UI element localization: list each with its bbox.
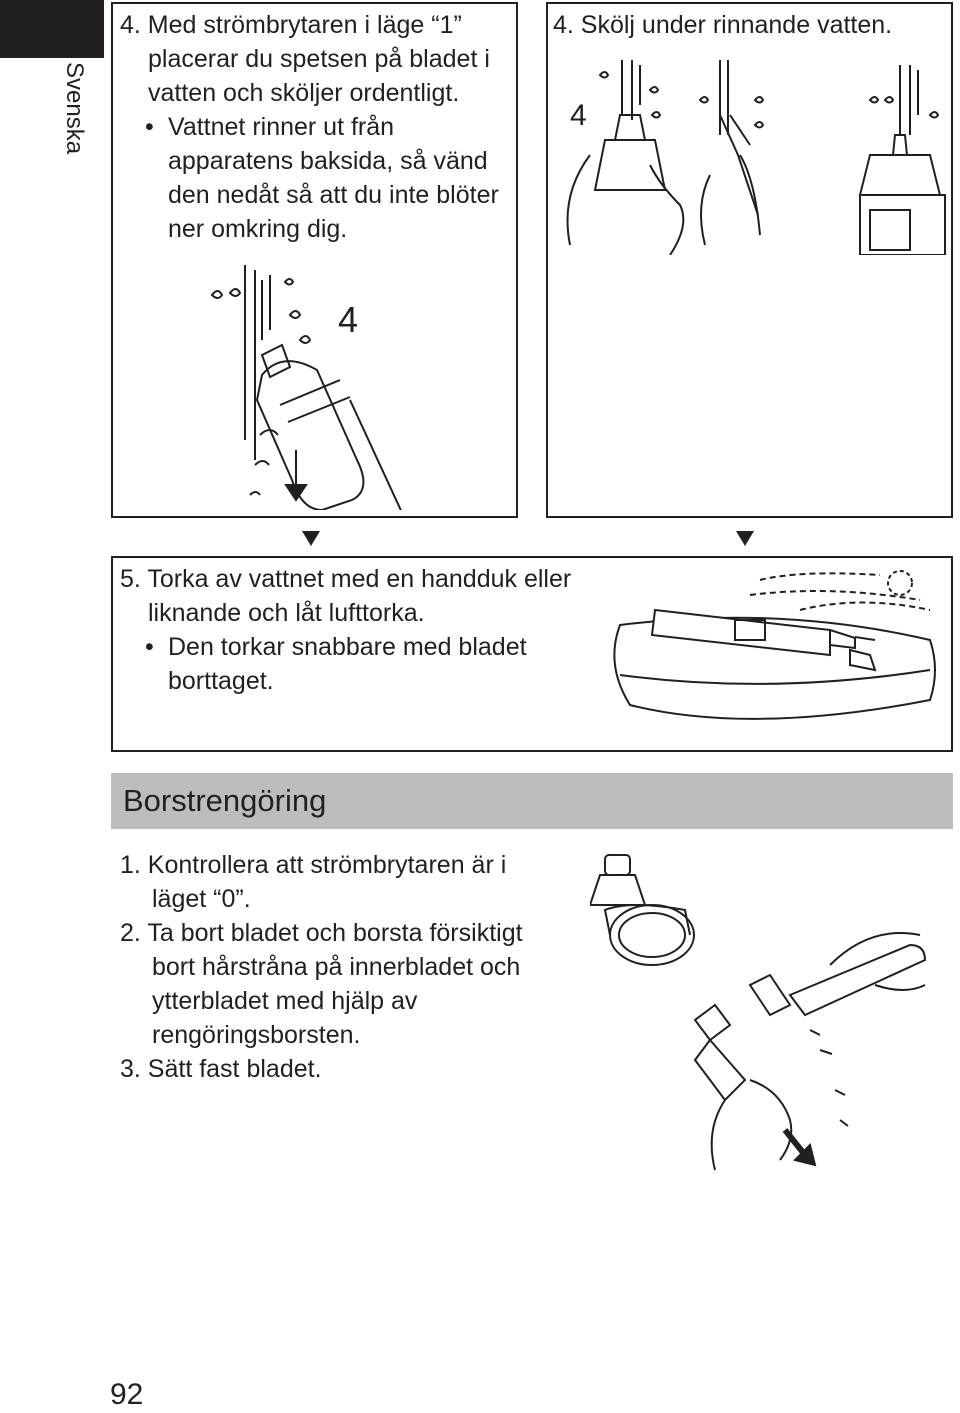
step5-line2: liknande och låt lufttorka.	[148, 599, 425, 627]
section-title: Borstrengöring	[123, 783, 327, 818]
step4-bullet-line2: apparatens baksida, så vänd	[168, 147, 488, 175]
brush-step2-line1: 2. Ta bort bladet och borsta försiktigt	[120, 919, 523, 947]
page-number: 92	[110, 1378, 144, 1411]
towel-drying-illustration	[600, 565, 945, 735]
step4-line1: 4. Med strömbrytaren i läge “1”	[120, 11, 462, 39]
step4-bullet-line3: den nedåt så att du inte blöter	[168, 181, 499, 209]
rinse-under-tap-illustration	[560, 55, 950, 255]
brush-step3: 3. Sätt fast bladet.	[120, 1055, 322, 1083]
figure-number: 4	[570, 99, 587, 132]
step5-bullet-line2: borttaget.	[168, 667, 274, 695]
language-tab-marker	[0, 0, 104, 58]
down-triangle-icon	[302, 531, 320, 547]
brush-step2-line2: bort hårstråna på innerbladet och	[152, 953, 521, 981]
brush-step1-line2: läget “0”.	[152, 885, 251, 913]
down-triangle-icon	[736, 531, 754, 547]
section-header	[111, 773, 953, 829]
step4-bullet-line1: Vattnet rinner ut från	[168, 113, 395, 141]
step4-line3: vatten och sköljer ordentligt.	[148, 79, 460, 107]
brush-step2-line4: rengöringsborsten.	[152, 1021, 361, 1049]
step5-bullet-line1: Den torkar snabbare med bladet	[168, 633, 527, 661]
step5-line1: 5. Torka av vattnet med en handduk eller	[120, 565, 572, 593]
brush-step2-line3: ytterbladet med hjälp av	[152, 987, 418, 1015]
step4-right-title: 4. Skölj under rinnande vatten.	[553, 11, 893, 39]
step4-bullet-line4: ner omkring dig.	[168, 215, 348, 243]
bullet: •	[145, 113, 154, 141]
bullet: •	[145, 633, 154, 661]
language-tab-label: Svenska	[61, 62, 88, 155]
brush-cleaning-illustration	[590, 850, 940, 1180]
figure-number: 4	[338, 299, 359, 340]
brush-step1-line1: 1. Kontrollera att strömbrytaren är i	[120, 851, 507, 879]
step4-line2: placerar du spetsen på bladet i	[148, 45, 490, 73]
rinse-downward-illustration	[200, 260, 440, 510]
